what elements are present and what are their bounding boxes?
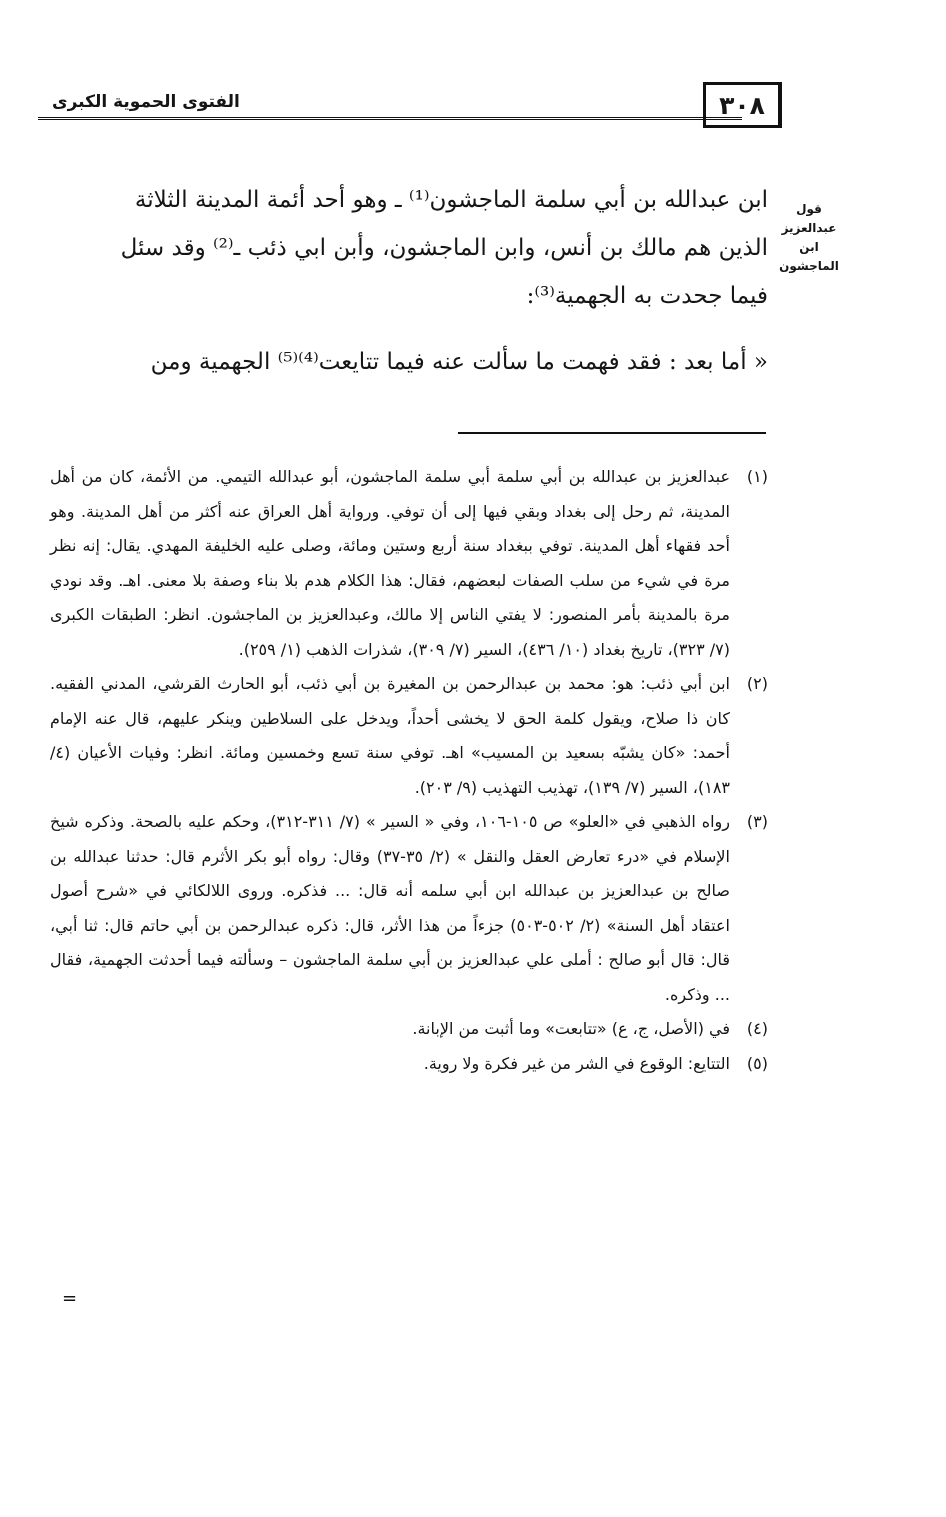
main-text-line: الذين هم مالك بن أنس، وابن الماجشون، وأبن ابي ذئب ـ⁽²⁾ وقد سئل xyxy=(120,235,768,261)
footnote-number: (٣) xyxy=(746,812,768,831)
footnote-number: (١) xyxy=(746,467,768,486)
page-header xyxy=(38,82,782,126)
footnote xyxy=(50,1012,768,1047)
margin-note: قول عبدالعزيز ابن الماجشون xyxy=(779,202,839,273)
footnote-number: (٤) xyxy=(746,1019,768,1038)
main-text-line: ابن عبدالله بن أبي سلمة الماجشون⁽¹⁾ ـ وهو أحد أئمة المدينة الثلاثة xyxy=(134,187,768,213)
main-text-line: فيما جحدت به الجهمية⁽³⁾: xyxy=(526,283,768,309)
footnote xyxy=(50,667,768,805)
footnote-separator xyxy=(458,432,766,434)
footnote-text: ابن أبي ذئب: هو: محمد بن عبدالرحمن بن المغيرة بن أبي ذئب، أبو الحارث القرشي، المدني الفقيه. كان ذا صلاح، ويقول كلمة الحق لا يخشى أحداً، ويدخل على السلاطين وينكر عليهم، قال عنه الإمام أحمد: «كان يشبّه بسعيد بن المسيب» اهـ. توفي سنة تسع وخمسين ومائة. انظر: وفيات الأعيان (٤/ ١٨٣)، السير (٧/ ١٣٩)، تهذيب التهذيب (٩/ ٢٠٣). xyxy=(50,674,730,797)
footnote-number: (٥) xyxy=(746,1053,768,1073)
footnote-number: (٢) xyxy=(746,674,768,693)
running-title: الفتوى الحموية الكبرى xyxy=(52,92,240,112)
continuation-mark: = xyxy=(62,1288,78,1309)
footnote xyxy=(50,805,768,1012)
footnote-text: التتايع: الوقوع في الشر من غير فكرة ولا روية. xyxy=(423,1053,730,1073)
footnote-text: في (الأصل، ج، ع) «تتابعت» وما أثبت من الإبانة. xyxy=(412,1019,730,1038)
page-number: ٣٠٨ xyxy=(703,82,782,128)
header-rule xyxy=(38,117,742,120)
footnote-text: عبدالعزيز بن عبدالله بن أبي سلمة أبي سلمة الماجشون، أبو عبدالله التيمي. من الأئمة، كان من أهل المدينة، ثم رحل إلى بغداد وبقي فيها إلى أن توفي. ورواية أهل العراق عنه أكثر من أهل المدينة. وهو أحد فقهاء أهل المدينة. توفي ببغداد سنة أربع وستين ومائة، وصلى عليه الخليفة المهدي. يقال: إنه نظر مرة في شيء من سلب الصفات لبعضهم، فقال: هذا الكلام هدم بلا بناء وصفة بلا معنى. اهـ. وقد نودي مرة بالمدينة بأمر المنصور: لا يفتي الناس إلا مالك، وعبدالعزيز بن الماجشون. انظر: الطبقات الكبرى (٧/ ٣٢٣)، تاريخ بغداد (١٠/ ٤٣٦)، السير (٧/ ٣٠٩)، شذرات الذهب (١/ ٢٥٩). xyxy=(50,467,730,659)
footnote xyxy=(50,1047,768,1082)
main-text xyxy=(80,176,768,386)
footnote xyxy=(50,460,768,667)
footnote-text: رواه الذهبي في «العلو» ص ١٠٥-١٠٦، وفي « السير » (٧/ ٣١١-٣١٢)، وحكم عليه بالصحة. وذكره شيخ الإسلام في «درء تعارض العقل والنقل » (٢/ ٣٥-٣٧) وقال: رواه أبو بكر الأثرم قال: حدثنا عبدالله بن صالح بن عبدالعزيز بن عبدالله ابن أبي سلمه أنه قال: ... فذكره. وروى اللالكائي في «شرح أصول اعتقاد أهل السنة» (٢/ ٥٠٢-٥٠٣) جزءاً من هذا الأثر، قال: ذكره عبدالرحمن بن أبي حاتم قال: ثنا أبي، قال: قال أبو صالح : أملى علي عبدالعزيز بن أبي سلمة الماجشون – وسألته فيما أحدثت الجهمية، فقال ... وذكره. xyxy=(50,812,731,1004)
quote-line: « أما بعد : فقد فهمت ما سألت عنه فيما تتايعت⁽⁴⁾⁽⁵⁾ الجهمية ومن xyxy=(150,349,768,375)
footnotes-list xyxy=(50,460,768,1081)
